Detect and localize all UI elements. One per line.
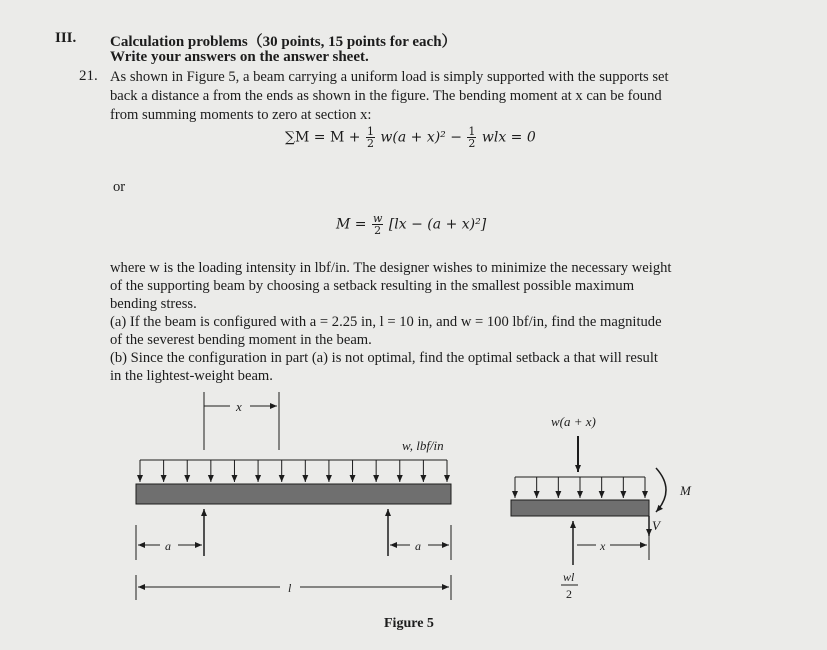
intro-line-1: As shown in Figure 5, a beam carrying a uniform load is simply supported with the supports set: [110, 69, 669, 85]
part-b-line-2: in the lightest-weight beam.: [110, 368, 273, 384]
reaction-numerator: wl: [563, 570, 575, 584]
eq1-frac2-num: 1: [468, 125, 476, 138]
a-label-right: a: [415, 539, 421, 553]
section-number: III.: [55, 30, 77, 46]
moment-arc-icon: [656, 468, 666, 512]
reaction-denominator: 2: [566, 587, 572, 601]
x-dimension-right: [577, 530, 649, 560]
eq1-mid: w(a + x)² −: [380, 129, 462, 146]
eq2-frac-den: 2: [374, 224, 382, 237]
intro-line-3: from summing moments to zero at section x:: [110, 107, 372, 123]
l-dimension: [136, 575, 451, 600]
intro-line-2: back a distance a from the ends as shown in the figure. The bending moment at x can be found: [110, 88, 662, 104]
section-title: Calculation problems（30 points, 15 points for each）: [110, 34, 457, 50]
distributed-load-right: [515, 477, 645, 498]
load-label: w, lbf/in: [402, 438, 444, 453]
eq1-frac1-num: 1: [366, 125, 374, 138]
eq2-lhs: M =: [336, 216, 367, 233]
a-label-left: a: [165, 539, 171, 553]
eq1-frac1-den: 2: [366, 137, 374, 150]
eq2-rhs: [lx − (a + x)²]: [388, 216, 487, 233]
or-text: or: [113, 179, 126, 195]
moment-label: M: [680, 483, 691, 498]
x-label-right: x: [600, 539, 606, 553]
body-line-2: of the supporting beam by choosing a setback resulting in the smallest possible maximum: [110, 278, 635, 294]
beam-segment: [511, 500, 649, 516]
eq2-frac-num: w: [372, 212, 383, 225]
part-b-line-1: (b) Since the configuration in part (a) is not optimal, find the optimal setback a that will result: [110, 350, 658, 366]
body-line-1: where w is the loading intensity in lbf/in. The designer wishes to minimize the necessary weight: [110, 260, 672, 276]
resultant-label: w(a + x): [551, 414, 596, 429]
distributed-load-left: [140, 460, 447, 482]
problem-number: 21.: [79, 68, 98, 84]
section-instruction: Write your answers on the answer sheet.: [110, 49, 369, 65]
figure-caption: Figure 5: [384, 616, 434, 631]
x-label-left: x: [236, 399, 242, 414]
l-label: l: [288, 581, 292, 595]
body-line-3: bending stress.: [110, 296, 197, 312]
eq1-frac2-den: 2: [468, 137, 476, 150]
eq1-rhs: wlx = 0: [481, 129, 536, 146]
part-a-line-2: of the severest bending moment in the beam.: [110, 332, 372, 348]
part-a-line-1: (a) If the beam is configured with a = 2.25 in, l = 10 in, and w = 100 lbf/in, find the magnitude: [110, 314, 662, 330]
eq1-lhs: ∑M = M +: [285, 129, 361, 146]
beam-left: [136, 484, 451, 504]
shear-label: V: [652, 518, 660, 533]
